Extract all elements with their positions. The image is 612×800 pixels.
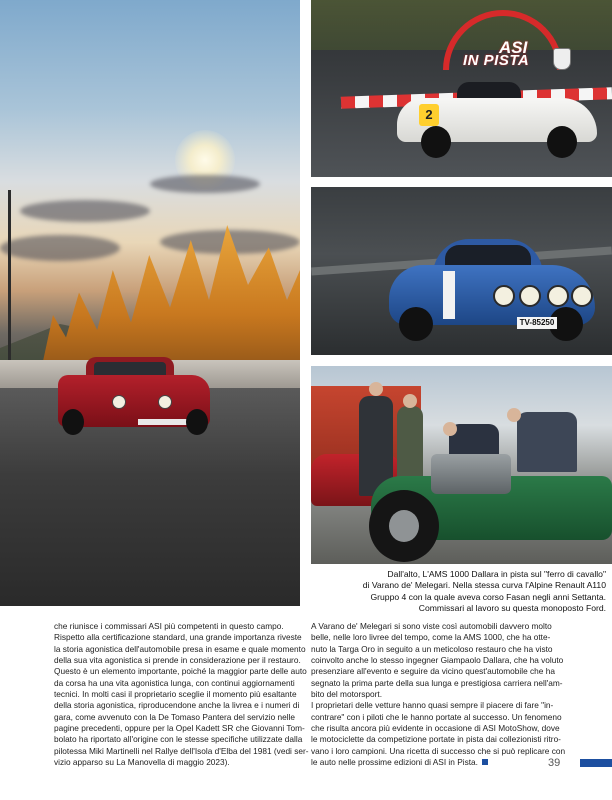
caption-line: Gruppo 4 con la quale aveva corso Fasan negli anni Settanta.	[370, 591, 606, 602]
text-column-right	[311, 621, 599, 768]
text-line: pilotessa Miki Martinelli nel Rallye dell'Isola d'Elba del 1981 (vedi ser-	[54, 745, 309, 756]
photo-caption	[318, 569, 606, 614]
text-line: I proprietari delle vetture hanno quasi sempre il piacere di fare "in-	[311, 700, 554, 711]
person	[397, 406, 423, 486]
cloud	[150, 175, 260, 193]
page-accent-bar	[580, 759, 612, 767]
text-line: presenziare all'evento e seguire da vicino quest'automobile che ha	[311, 666, 555, 677]
white-prototype-car	[397, 76, 597, 158]
caption-line: Dall'alto, L'AMS 1000 Dallara in pista sul "ferro di cavallo"	[387, 569, 606, 579]
text-line: A Varano de' Melegari si sono viste così automobili davvero molto	[311, 621, 552, 631]
text-line: da corsa ha una vita agonistica lunga, con continui aggiornamenti	[54, 677, 295, 688]
rim	[389, 510, 419, 542]
text-line: pagine precedenti, oppure per la Opel Kadett SR che Giovanni Tom-	[54, 723, 305, 734]
license-plate: TV-85250	[517, 317, 557, 329]
page-number: 39	[548, 757, 561, 769]
cloud	[20, 200, 150, 222]
text-line: della sua vita agonistica si prende in considerazione per il restauro.	[54, 655, 301, 666]
person-head	[403, 394, 417, 408]
text-line: le motociclette da competizione portate in pista dai collezionisti ritro-	[311, 734, 561, 745]
text-line: tecnici. In molti casi il proprietario sceglie il momento più esaltante	[54, 689, 297, 700]
end-square-icon	[482, 759, 488, 765]
text-line: bolato ha riportato all'origine con le stesse specifiche utilizzate dalla	[54, 734, 303, 745]
caption-line: Commissari al lavoro su questa monoposto Ford.	[418, 602, 606, 613]
text-line: gara, come avvenuto con la De Tomaso Pantera del servizio nelle	[54, 711, 296, 722]
text-line: Questo è un elemento importante, poiché la maggior parte delle auto	[54, 666, 307, 677]
text-line: la storia agonistica dell'automobile presa in esame e quale momento	[54, 643, 306, 654]
person	[517, 412, 577, 472]
light-pole	[8, 190, 11, 370]
text-line: Rispetto alla certificazione standard, una grande importanza riveste	[54, 632, 302, 643]
cloud	[0, 235, 120, 261]
engine	[431, 454, 511, 494]
logo-badge-icon	[553, 48, 571, 70]
text-column-left	[54, 621, 342, 768]
text-line: contrare" con i piloti che le hanno portate al successo. Un fenomeno	[311, 711, 562, 722]
logo-text-in-pista: IN PISTA	[463, 52, 530, 69]
text-line: vano i loro campioni. Una ricetta di successo che si può replicare con	[311, 745, 566, 756]
person-head	[507, 408, 521, 422]
text-line: nuto la Targa Oro in seguito a un meticoloso restauro che ha visto	[311, 643, 553, 654]
text-line: che risulta ancora più evidente in occasione di ASI MotoShow, dove	[311, 723, 560, 734]
blue-alpine-car	[389, 235, 595, 339]
text-line: bito del motorsport.	[311, 689, 383, 700]
photo-mechanics-monoposto	[311, 366, 612, 564]
photo-blue-alpine	[311, 187, 612, 355]
text-line: che riunisce i commissari ASI più competenti in questo campo.	[54, 621, 284, 631]
text-line: coinvolto anche lo stesso ingegner Giampaolo Dallara, che ha voluto	[311, 655, 564, 666]
race-number: 2	[419, 104, 439, 126]
text-line: della storia agonistica, riproducendone anche la livrea e i numeri di	[54, 700, 300, 711]
logo-text-asi: ASI	[499, 38, 528, 57]
photo-red-car-sunset	[0, 0, 300, 606]
red-alfa-car	[58, 357, 210, 435]
caption-line: di Varano de' Melegari. Nella stessa curva l'Alpine Renault A110	[362, 580, 606, 591]
asi-in-pista-logo	[443, 10, 571, 74]
text-line: belle, nelle loro livree del tempo, come la AMS 1000, che ha otte-	[311, 632, 551, 643]
person-head	[369, 382, 383, 396]
text-line: vizio apparso su La Manovella di maggio 2023).	[54, 757, 230, 768]
person-head	[443, 422, 457, 436]
text-line: le auto nelle prossime edizioni di ASI in Pista.	[311, 757, 478, 768]
text-line: segnato la prima parte della sua lunga e prestigiosa carriera nell'am-	[311, 677, 563, 688]
